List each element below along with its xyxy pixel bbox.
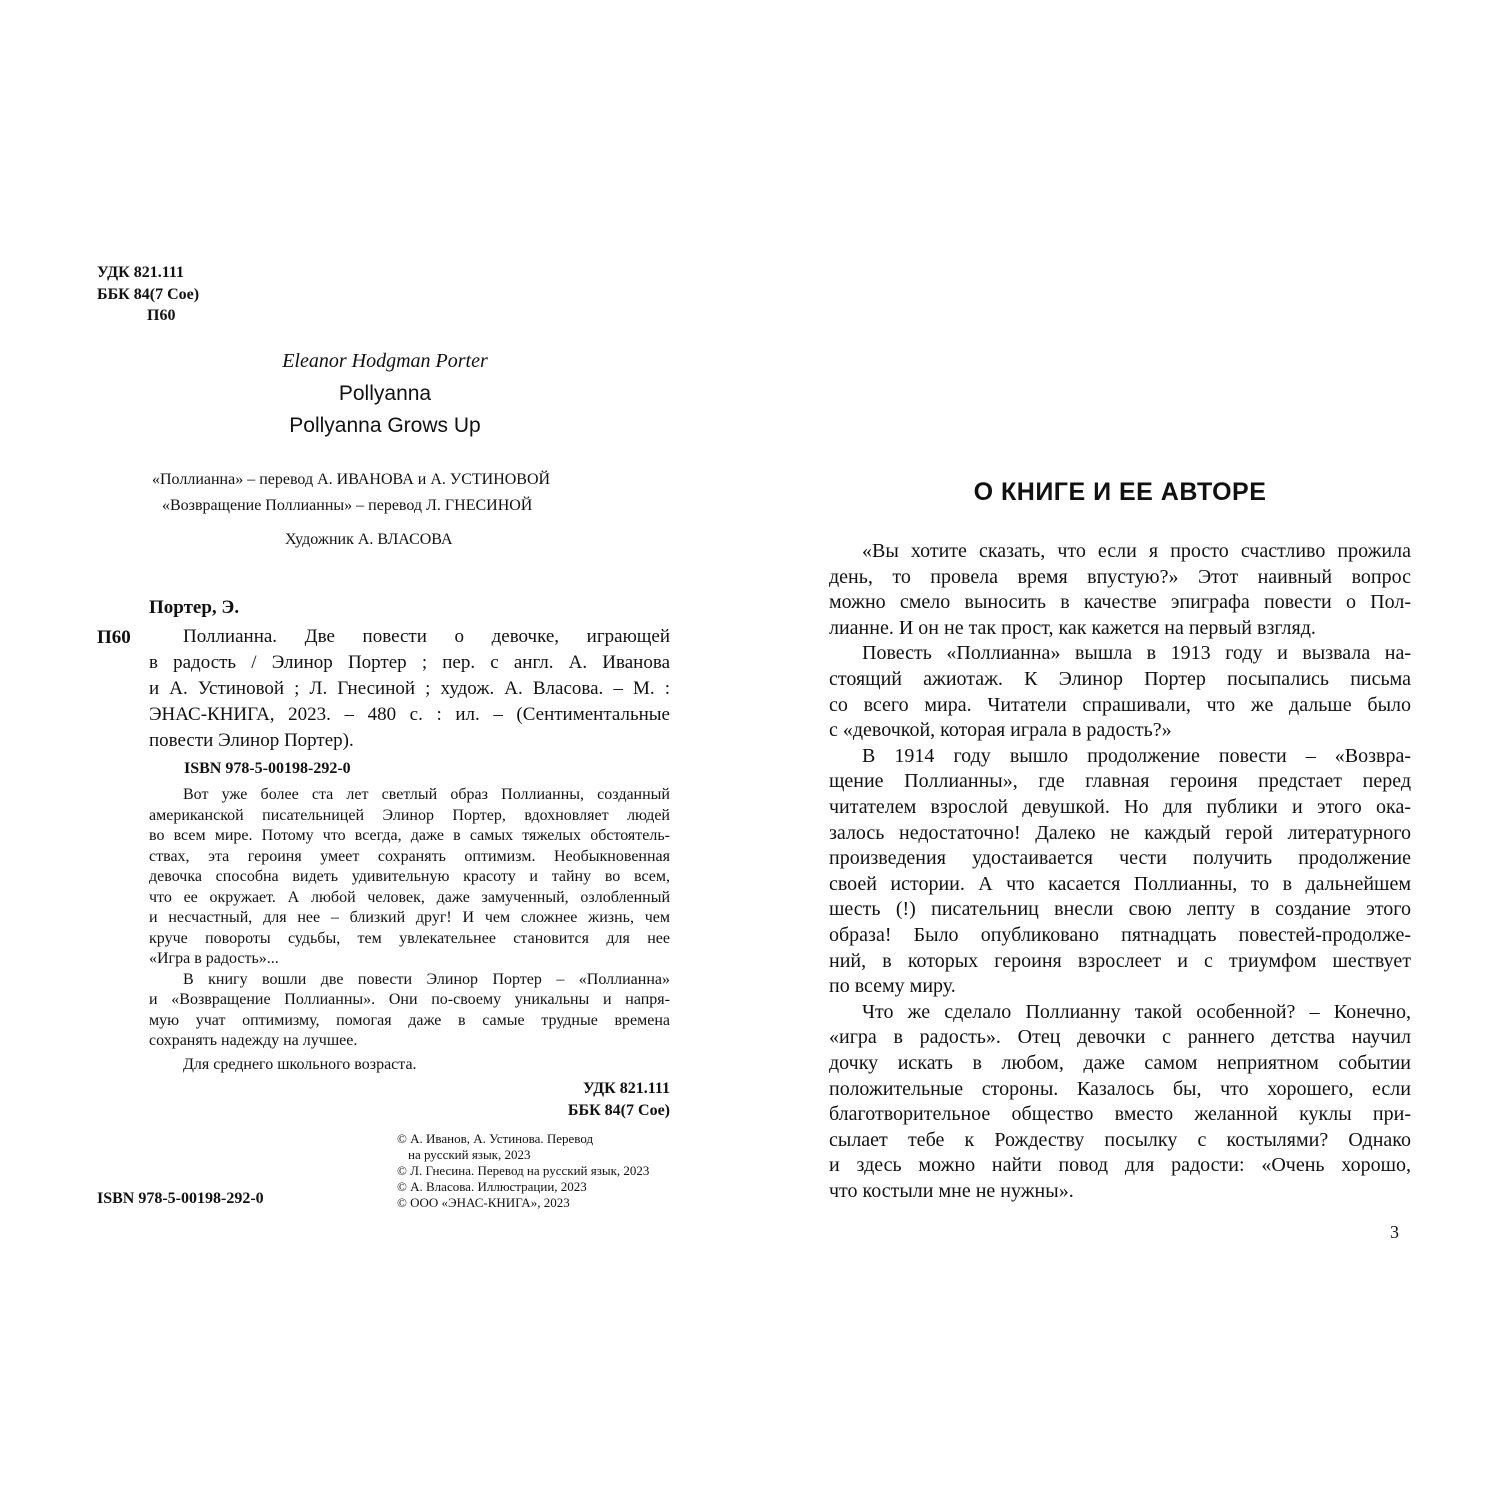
body-line: В 1914 году вышло продолжение повести – «Возвра- xyxy=(862,744,1411,767)
annotation-line: и несчастный, для нее – близкий друг! И чем сложнее жизнь, чем xyxy=(149,909,670,926)
annotation-line: В книгу вошли две повести Элинор Портер – «Поллианна» xyxy=(183,970,670,988)
isbn-bottom: ISBN 978-5-00198-292-0 xyxy=(97,1190,264,1207)
body-line: день, то провела время впустую?» Этот наивный вопрос xyxy=(829,565,1411,588)
bib-line: повести Элинор Портер). xyxy=(149,730,354,751)
body-line: можно смело выносить в качестве эпиграфа повести о Пол- xyxy=(829,591,1411,614)
illustrator-credit: Художник А. ВЛАСОВА xyxy=(285,531,453,548)
body-line: с «девочкой, которая играла в радость?» xyxy=(829,719,1172,742)
annotation-line: Вот уже более ста лет светлый образ Поллианны, созданный xyxy=(183,786,670,803)
copyright-line: © ООО «ЭНАС-КНИГА», 2023 xyxy=(397,1195,570,1210)
annotation-line: круче повороты судьбы, тем увлекательнее становится для нее xyxy=(149,929,670,947)
body-line: сылает тебе к Рождеству посылку с костылями? Однако xyxy=(829,1128,1411,1151)
body-line: Повесть «Поллианна» вышла в 1913 году и вызвала на- xyxy=(862,642,1411,665)
body-line: читателем взрослой девушкой. Но для публики и этого ока- xyxy=(829,796,1411,818)
body-line: шесть (!) писательниц внесли свою лепту в создание этого xyxy=(829,898,1411,921)
annotation-line: «Игра в радость»... xyxy=(149,950,279,967)
body-line: лианне. И он не так прост, как кажется на первый взгляд. xyxy=(829,616,1316,639)
body-line: со всего мира. Читатели спрашивали, что же дальше было xyxy=(829,693,1411,716)
page-number: 3 xyxy=(1390,1222,1399,1242)
copyright-line: © А. Иванов, А. Устинова. Перевод xyxy=(397,1131,594,1146)
bib-line: ЭНАС-КНИГА, 2023. – 480 с. : ил. – (Сентиментальные xyxy=(149,704,670,725)
body-line: по всему миру. xyxy=(829,975,956,998)
annotation-line: что ее окружает. А любой человек, даже замученный, озлобленный xyxy=(149,888,670,906)
bib-code: П60 xyxy=(97,627,131,648)
translator-credit-2: «Возвращение Поллианны» – перевод Л. ГНЕСИНОЙ xyxy=(162,497,533,514)
bib-line: в радость / Элинор Портер ; пер. с англ. А. Иванова xyxy=(149,652,670,673)
bib-line: и А. Устиновой ; Л. Гнесиной ; худож. А. Власова. – М. : xyxy=(149,678,670,699)
bibliographic-record xyxy=(149,626,670,756)
body-line: образа! Было опубликовано пятнадцать повестей-продолже- xyxy=(829,924,1411,946)
body-line: дочку искать в любом, даже самом неприятном событии xyxy=(829,1052,1411,1074)
udk-code: УДК 821.111 xyxy=(97,264,184,281)
bbk-code-right: ББК 84(7 Сое) xyxy=(567,1102,670,1119)
author-mark: П60 xyxy=(147,307,176,324)
classification-codes xyxy=(97,262,199,327)
udk-code-right: УДК 821.111 xyxy=(583,1080,670,1097)
body-line: произведения удостаивается чести получить продолжение xyxy=(829,847,1411,870)
body-line: «Вы хотите сказать, что если я просто счастливо прожила xyxy=(862,540,1411,562)
annotation-line: мую учат оптимизму, помогая даже в самые трудные времена xyxy=(149,1011,670,1029)
bib-author: Портер, Э. xyxy=(149,597,240,618)
annotation-line: во всем мире. Потому что всегда, даже в самых тяжелых обстоятель- xyxy=(149,827,670,844)
body-line: ний, в которых героиня взрослеет и с триумфом шествует xyxy=(829,949,1411,972)
body-line: Что же сделало Поллианну такой особенной? – Конечно, xyxy=(862,1000,1411,1023)
copyright-line: на русский язык, 2023 xyxy=(408,1147,531,1162)
isbn-top: ISBN 978-5-00198-292-0 xyxy=(184,760,351,777)
annotation-line: и «Возвращение Поллианны». Они по-своему уникальны и напря- xyxy=(149,991,670,1008)
annotation-line: американской писательницей Элинор Портер, вдохновляет людей xyxy=(149,806,670,824)
author-english: Eleanor Hodgman Porter xyxy=(282,350,488,372)
annotation-line: ствах, эта героиня умеет сохранять оптимизм. Необыкновенная xyxy=(149,847,670,865)
body-line: «игра в радость». Отец девочки с раннего детства научил xyxy=(829,1026,1411,1049)
body-text xyxy=(829,540,1411,1220)
copyright-line: © Л. Гнесина. Перевод на русский язык, 2023 xyxy=(397,1163,650,1178)
body-line: и здесь можно найти повод для радости: «Очень хорошо, xyxy=(829,1154,1411,1177)
title-pollyanna-grows-up: Pollyanna Grows Up xyxy=(289,414,481,437)
body-line: положительные стороны. Казалось бы, что хорошего, если xyxy=(829,1077,1411,1100)
body-line: благотворительное общество вместо желанной куклы при- xyxy=(829,1103,1411,1126)
bib-line: Поллианна. Две повести о девочке, играющей xyxy=(183,626,670,647)
body-line: что костыли мне не нужны». xyxy=(829,1180,1074,1202)
copyright-line: © А. Власова. Иллюстрации, 2023 xyxy=(397,1179,587,1194)
bbk-code: ББК 84(7 Сое) xyxy=(97,285,200,303)
annotation-line: сохранять надежду на лучшее. xyxy=(149,1032,358,1049)
annotation-line: Для среднего школьного возраста. xyxy=(183,1056,417,1073)
copyright-block xyxy=(397,1131,649,1211)
title-pollyanna: Pollyanna xyxy=(338,382,432,405)
annotation xyxy=(149,786,670,1076)
body-line: стоящий ажиотаж. К Элинор Портер посыпались письма xyxy=(829,668,1411,690)
body-line: щение Поллианны», где главная героиня предстает перед xyxy=(829,770,1411,793)
body-line: своей истории. А что касается Поллианны, то в дальнейшем xyxy=(829,872,1411,895)
translator-credit-1: «Поллианна» – перевод А. ИВАНОВА и А. УСТИНОВОЙ xyxy=(152,471,551,488)
section-heading: О КНИГЕ И ЕЕ АВТОРЕ xyxy=(973,478,1267,506)
annotation-line: девочка способна видеть удивительную красоту и тайну во всем, xyxy=(149,868,670,885)
body-line: залось недостаточно! Далеко не каждый герой литературного xyxy=(829,821,1411,844)
